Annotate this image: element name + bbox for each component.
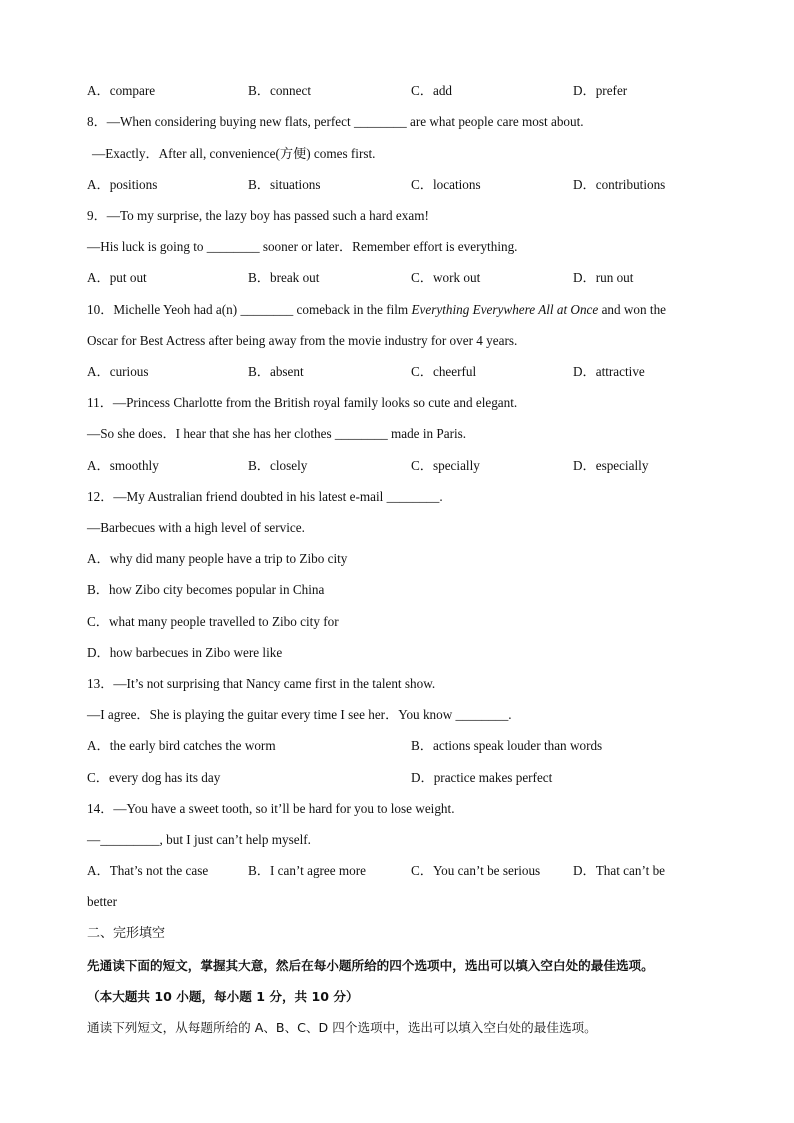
q14-option-c[interactable]: C．You can’t be serious <box>411 863 541 878</box>
q13-option-d[interactable]: D．practice makes perfect <box>411 770 553 785</box>
q9-option-d[interactable]: D．run out <box>573 270 634 285</box>
q13-options-row1 <box>87 737 747 755</box>
q7-option-d[interactable]: D．prefer <box>573 83 628 98</box>
q7-option-a[interactable]: A．compare <box>87 83 156 98</box>
q7-option-b[interactable]: B．connect <box>248 83 311 98</box>
q14-options <box>87 862 747 880</box>
q11-stem: 11．—Princess Charlotte from the British royal family looks so cute and elegant. <box>87 395 518 410</box>
q13-stem: 13．—It’s not surprising that Nancy came first in the talent show. <box>87 676 436 691</box>
q8-options <box>87 176 747 194</box>
q11-option-d[interactable]: D．especially <box>573 458 649 473</box>
q10-film-title: Everything Everywhere All at Once <box>411 302 599 317</box>
q9-reply: —His luck is going to ________ sooner or later．Remember effort is everything. <box>87 239 518 254</box>
q13-option-a[interactable]: A．the early bird catches the worm <box>87 738 276 753</box>
q14-option-d-wrap: better <box>87 894 118 909</box>
q11-reply: —So she does．I hear that she has her clothes ________ made in Paris. <box>87 426 467 441</box>
q10-option-b[interactable]: B．absent <box>248 364 304 379</box>
q8-option-d[interactable]: D．contributions <box>573 177 666 192</box>
q13-option-b[interactable]: B．actions speak louder than words <box>411 738 603 753</box>
q9-option-c[interactable]: C．work out <box>411 270 481 285</box>
q14-reply: —_________, but I just can’t help myself. <box>87 832 311 847</box>
q10-stem-end: and won the <box>598 302 667 317</box>
q7-option-c[interactable]: C．add <box>411 83 453 98</box>
q11-options <box>87 457 747 475</box>
q12-option-b[interactable]: B．how Zibo city becomes popular in China <box>87 582 325 597</box>
q10-options <box>87 363 747 381</box>
q10-stem-start: 10．Michelle Yeoh had a(n) ________ comeback in the film <box>87 302 412 317</box>
q14-stem: 14．—You have a sweet tooth, so it’ll be hard for you to lose weight. <box>87 801 455 816</box>
q11-option-b[interactable]: B．closely <box>248 458 308 473</box>
q8-option-c[interactable]: C．locations <box>411 177 481 192</box>
q8-option-b[interactable]: B．situations <box>248 177 321 192</box>
q10-option-c[interactable]: C．cheerful <box>411 364 477 379</box>
q13-option-c[interactable]: C．every dog has its day <box>87 770 221 785</box>
q10-stem <box>87 301 666 319</box>
q8-reply: —Exactly．After all, convenience(方便) comes first. <box>92 146 376 161</box>
q9-option-b[interactable]: B．break out <box>248 270 320 285</box>
q12-option-c[interactable]: C．what many people travelled to Zibo city for <box>87 614 339 629</box>
q9-option-a[interactable]: A．put out <box>87 270 147 285</box>
q10-stem-continued: Oscar for Best Actress after being away from the movie industry for over 4 years. <box>87 333 518 348</box>
q12-option-a[interactable]: A．why did many people have a trip to Zibo city <box>87 551 348 566</box>
q11-option-c[interactable]: C．specially <box>411 458 480 473</box>
q13-reply: —I agree．She is playing the guitar every time I see her．You know ________. <box>87 707 512 722</box>
q12-reply: —Barbecues with a high level of service. <box>87 520 305 535</box>
q8-option-a[interactable]: A．positions <box>87 177 158 192</box>
section-scoring-note: （本大题共 10 小题，每小题 1 分，共 10 分） <box>87 989 359 1004</box>
q10-option-d[interactable]: D．attractive <box>573 364 645 379</box>
q8-stem: 8．—When considering buying new flats, perfect ________ are what people care most about. <box>87 114 584 129</box>
q9-options <box>87 269 747 287</box>
q12-option-d[interactable]: D．how barbecues in Zibo were like <box>87 645 283 660</box>
q10-option-a[interactable]: A．curious <box>87 364 149 379</box>
section-instruction: 先通读下面的短文，掌握其大意，然后在每小题所给的四个选项中，选出可以填入空白处的最佳选项。 <box>87 958 654 973</box>
q13-options-row2 <box>87 769 747 787</box>
q12-stem: 12．—My Australian friend doubted in his latest e-mail ________. <box>87 489 443 504</box>
q7-options <box>87 82 747 100</box>
q14-option-b[interactable]: B．I can’t agree more <box>248 863 367 878</box>
q11-option-a[interactable]: A．smoothly <box>87 458 159 473</box>
section-heading: 二、完形填空 <box>87 926 166 941</box>
q14-option-a[interactable]: A．That’s not the case <box>87 863 209 878</box>
section-intro: 通读下列短文，从每题所给的 A、B、C、D 四个选项中，选出可以填入空白处的最佳选项。 <box>87 1020 597 1035</box>
q14-option-d[interactable]: D．That can’t be <box>573 863 666 878</box>
q9-stem: 9．—To my surprise, the lazy boy has passed such a hard exam! <box>87 208 429 223</box>
